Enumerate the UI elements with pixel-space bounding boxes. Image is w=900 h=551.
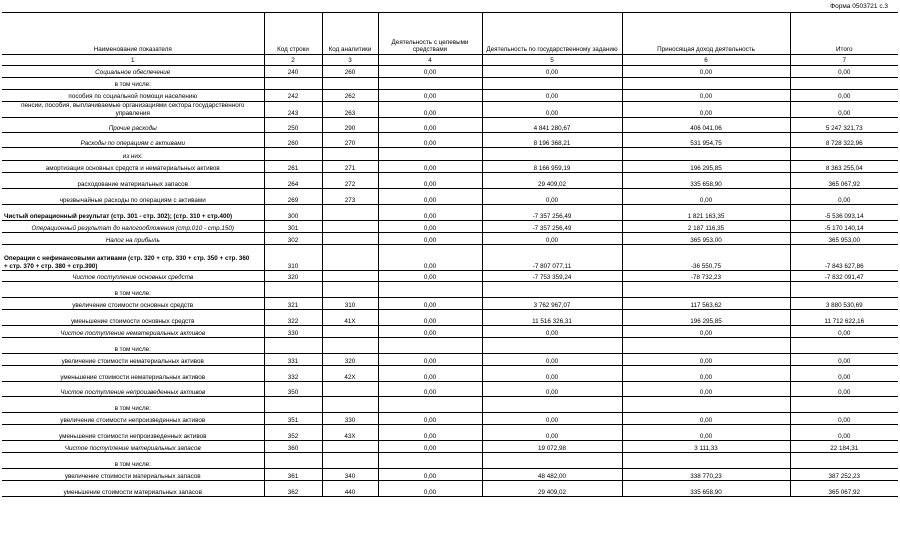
row-analytics-code: 262 [322,90,378,102]
row-total-value: 365 953,00 [790,233,898,245]
row-state-task-value: 48 482,00 [482,469,622,481]
table-row [2,425,898,441]
row-state-task-value [482,282,622,298]
row-name: Чистое поступление нематериальных активов [2,326,264,338]
row-state-task-value: 29 409,02 [482,173,622,189]
table-row [2,78,898,90]
row-total-value: 0,00 [790,189,898,205]
row-line-code [264,148,322,161]
row-name: увеличение стоимости непроизведенных активов [2,413,264,425]
table-row [2,90,898,102]
row-line-code: 352 [264,425,322,441]
table-row [2,354,898,366]
row-targeted-value: 0,00 [378,354,482,366]
row-analytics-code: 340 [322,469,378,481]
row-targeted-value: 0,00 [378,469,482,481]
row-name: в том числе: [2,397,264,413]
row-line-code [264,282,322,298]
table-row [2,205,898,221]
row-income-value: 0,00 [622,354,790,366]
row-total-value [790,282,898,298]
row-line-code: 242 [264,90,322,102]
row-line-code: 310 [264,245,322,271]
header-state-task: Деятельность по государственному заданию [482,13,622,55]
row-analytics-code [322,382,378,397]
row-income-value: 196 295,85 [622,161,790,173]
table-row [2,441,898,453]
row-income-value: 196 295,85 [622,310,790,326]
row-line-code [264,78,322,90]
row-total-value: 0,00 [790,90,898,102]
row-income-value: 365 953,00 [622,233,790,245]
row-income-value: 531 954,75 [622,133,790,148]
table-row [2,453,898,469]
row-state-task-value [482,148,622,161]
table-row [2,413,898,425]
row-name: амортизация основных средств и нематериальных активов [2,161,264,173]
row-analytics-code: 330 [322,413,378,425]
row-line-code: 322 [264,310,322,326]
row-state-task-value [482,338,622,354]
row-total-value: 365 067,92 [790,173,898,189]
row-line-code: 362 [264,481,322,497]
row-name: Социальное обеспечение [2,66,264,78]
row-income-value: 0,00 [622,90,790,102]
row-line-code: 360 [264,441,322,453]
row-name: уменьшение стоимости материальных запасов [2,481,264,497]
row-analytics-code: 320 [322,354,378,366]
row-name: увеличение стоимости материальных запасов [2,469,264,481]
row-line-code: 332 [264,366,322,382]
table-row [2,469,898,481]
row-state-task-value: 3 762 967,07 [482,298,622,310]
row-analytics-code [322,338,378,354]
column-number: 5 [482,55,622,66]
row-targeted-value [378,453,482,469]
row-name: уменьшение стоимости основных средств [2,310,264,326]
row-total-value: 0,00 [790,354,898,366]
row-state-task-value: 0,00 [482,90,622,102]
column-number: 7 [790,55,898,66]
row-targeted-value [378,78,482,90]
row-total-value: 8 363 255,04 [790,161,898,173]
table-row [2,233,898,245]
row-line-code [264,338,322,354]
row-state-task-value: 29 409,02 [482,481,622,497]
row-line-code: 261 [264,161,322,173]
row-income-value: 0,00 [622,189,790,205]
table-row [2,338,898,354]
row-total-value [790,338,898,354]
row-analytics-code: 310 [322,298,378,310]
row-line-code: 301 [264,221,322,233]
row-income-value: 335 658,90 [622,481,790,497]
column-number: 3 [322,55,378,66]
row-income-value [622,453,790,469]
row-line-code [264,453,322,469]
row-name: расходование материальных запасов [2,173,264,189]
row-analytics-code: 43X [322,425,378,441]
row-total-value: 0,00 [790,102,898,118]
row-name: увеличение стоимости нематериальных активов [2,354,264,366]
header-row [2,13,898,55]
table-row [2,481,898,497]
row-targeted-value: 0,00 [378,90,482,102]
row-targeted-value: 0,00 [378,413,482,425]
row-targeted-value: 0,00 [378,481,482,497]
row-analytics-code: 41X [322,310,378,326]
row-targeted-value: 0,00 [378,173,482,189]
row-name: Операционный результат до налогообложения (стр.010 - стр.150) [2,221,264,233]
row-state-task-value: 0,00 [482,66,622,78]
row-income-value: 0,00 [622,326,790,338]
row-name: Налог на прибыль [2,233,264,245]
row-total-value: 5 247 321,73 [790,118,898,133]
table-row [2,271,898,282]
row-line-code: 264 [264,173,322,189]
header-total: Итого [790,13,898,55]
row-line-code: 351 [264,413,322,425]
row-income-value [622,397,790,413]
row-income-value: 338 770,23 [622,469,790,481]
row-state-task-value [482,397,622,413]
row-line-code: 260 [264,133,322,148]
row-state-task-value: 0,00 [482,413,622,425]
row-analytics-code [322,271,378,282]
header-name: Наименование показателя [2,13,264,55]
column-number-row [2,55,898,66]
row-targeted-value: 0,00 [378,366,482,382]
row-analytics-code [322,282,378,298]
header-targeted: Деятельность с целевыми средствами [378,13,482,55]
row-line-code: 250 [264,118,322,133]
row-name: уменьшение стоимости непроизведенных активов [2,425,264,441]
row-targeted-value: 0,00 [378,161,482,173]
header-line-code: Код строки [264,13,322,55]
row-line-code: 331 [264,354,322,366]
header-income: Приносящая доход деятельность [622,13,790,55]
table-row [2,161,898,173]
row-line-code: 361 [264,469,322,481]
row-analytics-code [322,78,378,90]
row-state-task-value: 0,00 [482,354,622,366]
row-total-value: -7 832 091,47 [790,271,898,282]
row-total-value: 365 067,92 [790,481,898,497]
row-state-task-value: 0,00 [482,425,622,441]
row-total-value: -5 170 140,14 [790,221,898,233]
column-number: 6 [622,55,790,66]
table-row [2,102,898,118]
row-name: Прочие расходы [2,118,264,133]
row-name: Чистое поступление непроизведенных активов [2,382,264,397]
row-income-value: 0,00 [622,66,790,78]
row-analytics-code: 440 [322,481,378,497]
row-total-value: -5 536 093,14 [790,205,898,221]
row-line-code: 302 [264,233,322,245]
row-analytics-code [322,245,378,271]
row-targeted-value: 0,00 [378,326,482,338]
row-line-code: 320 [264,271,322,282]
row-analytics-code [322,205,378,221]
row-analytics-code [322,326,378,338]
row-income-value: 1 821 163,35 [622,205,790,221]
row-income-value: 406 041,06 [622,118,790,133]
row-total-value [790,148,898,161]
row-name: пособия по социальной помощи населению [2,90,264,102]
row-income-value: -78 732,23 [622,271,790,282]
row-line-code [264,397,322,413]
row-analytics-code: 271 [322,161,378,173]
row-analytics-code: 260 [322,66,378,78]
row-total-value: 0,00 [790,326,898,338]
row-total-value: 0,00 [790,382,898,397]
row-state-task-value [482,78,622,90]
row-income-value: 0,00 [622,366,790,382]
table-row [2,189,898,205]
row-total-value: 0,00 [790,425,898,441]
table-row [2,118,898,133]
row-state-task-value: -7 357 256,49 [482,221,622,233]
column-number: 1 [2,55,264,66]
row-targeted-value: 0,00 [378,298,482,310]
row-analytics-code [322,397,378,413]
table-row [2,148,898,161]
table-row [2,133,898,148]
row-line-code: 243 [264,102,322,118]
row-name: Расходы по операциям с активами [2,133,264,148]
row-state-task-value: 0,00 [482,102,622,118]
row-name: в том числе: [2,282,264,298]
row-name: в том числе: [2,78,264,90]
row-income-value: 3 111,33 [622,441,790,453]
row-total-value [790,78,898,90]
row-targeted-value: 0,00 [378,382,482,397]
row-income-value: -36 550,75 [622,245,790,271]
column-number: 2 [264,55,322,66]
report-table [2,12,898,497]
row-income-value: 335 658,90 [622,173,790,189]
row-analytics-code: 290 [322,118,378,133]
row-income-value: 0,00 [622,382,790,397]
row-state-task-value: -7 807 077,11 [482,245,622,271]
row-name: пенсии, пособия, выплачиваемые организациями сектора государственного управления [2,102,264,118]
row-state-task-value: 0,00 [482,326,622,338]
row-targeted-value [378,338,482,354]
row-state-task-value: 0,00 [482,233,622,245]
row-total-value: -7 843 627,86 [790,245,898,271]
row-state-task-value: 19 072,98 [482,441,622,453]
row-total-value [790,397,898,413]
row-state-task-value: 8 196 368,21 [482,133,622,148]
row-name: уменьшение стоимости нематериальных активов [2,366,264,382]
row-analytics-code [322,221,378,233]
row-targeted-value [378,148,482,161]
row-analytics-code: 273 [322,189,378,205]
row-analytics-code: 42X [322,366,378,382]
row-income-value: 0,00 [622,425,790,441]
row-name: из них: [2,148,264,161]
row-line-code: 330 [264,326,322,338]
row-state-task-value: 0,00 [482,189,622,205]
row-line-code: 350 [264,382,322,397]
row-state-task-value: -7 357 256,49 [482,205,622,221]
row-targeted-value [378,397,482,413]
table-row [2,382,898,397]
row-targeted-value: 0,00 [378,441,482,453]
row-name: чрезвычайные расходы по операциям с активами [2,189,264,205]
header-analytics-code: Код аналитики [322,13,378,55]
row-name: Чистое поступление основных средств [2,271,264,282]
table-row [2,366,898,382]
table-row [2,397,898,413]
row-income-value [622,78,790,90]
table-row [2,310,898,326]
row-name: Операции с нефинансовыми активами (стр. 320 + стр. 330 + стр. 350 + стр. 360 + стр. 370 + стр. 380 + стр.390) [2,245,264,271]
row-total-value: 22 184,31 [790,441,898,453]
row-state-task-value [482,453,622,469]
row-targeted-value: 0,00 [378,425,482,441]
row-targeted-value: 0,00 [378,271,482,282]
row-total-value: 387 252,23 [790,469,898,481]
row-analytics-code: 272 [322,173,378,189]
row-name: Чистый операционный результат (стр. 301 - стр. 302); (стр. 310 + стр.400) [2,205,264,221]
row-income-value: 0,00 [622,102,790,118]
row-state-task-value: -7 753 359,24 [482,271,622,282]
row-income-value: 2 187 116,35 [622,221,790,233]
table-row [2,221,898,233]
row-targeted-value: 0,00 [378,102,482,118]
row-state-task-value: 4 841 280,67 [482,118,622,133]
row-targeted-value: 0,00 [378,133,482,148]
row-name: Чистое поступление материальных запасов [2,441,264,453]
row-total-value: 8 728 322,96 [790,133,898,148]
row-analytics-code [322,148,378,161]
row-targeted-value [378,282,482,298]
row-total-value: 0,00 [790,366,898,382]
row-income-value [622,338,790,354]
table-row [2,173,898,189]
row-analytics-code [322,233,378,245]
row-total-value: 3 880 530,69 [790,298,898,310]
table-row [2,66,898,78]
table-row [2,282,898,298]
row-name: в том числе: [2,338,264,354]
row-targeted-value: 0,00 [378,245,482,271]
row-income-value: 0,00 [622,413,790,425]
row-targeted-value: 0,00 [378,118,482,133]
row-analytics-code [322,441,378,453]
row-line-code: 240 [264,66,322,78]
row-analytics-code: 263 [322,102,378,118]
row-state-task-value: 0,00 [482,382,622,397]
table-row [2,298,898,310]
row-targeted-value: 0,00 [378,66,482,78]
row-state-task-value: 8 166 959,19 [482,161,622,173]
row-line-code: 269 [264,189,322,205]
row-total-value [790,453,898,469]
row-analytics-code [322,453,378,469]
row-targeted-value: 0,00 [378,221,482,233]
row-income-value [622,148,790,161]
row-line-code: 300 [264,205,322,221]
row-targeted-value: 0,00 [378,189,482,205]
row-targeted-value: 0,00 [378,233,482,245]
row-name: в том числе: [2,453,264,469]
row-name: увеличение стоимости основных средств [2,298,264,310]
row-income-value [622,282,790,298]
row-state-task-value: 0,00 [482,366,622,382]
row-total-value: 0,00 [790,413,898,425]
form-code: Форма 0503721 с.3 [830,3,888,10]
row-targeted-value: 0,00 [378,310,482,326]
row-targeted-value: 0,00 [378,205,482,221]
table-row [2,326,898,338]
row-income-value: 117 563,62 [622,298,790,310]
table-row [2,245,898,271]
row-state-task-value: 11 516 326,31 [482,310,622,326]
row-total-value: 0,00 [790,66,898,78]
row-total-value: 11 712 622,16 [790,310,898,326]
row-line-code: 321 [264,298,322,310]
column-number: 4 [378,55,482,66]
row-analytics-code: 270 [322,133,378,148]
